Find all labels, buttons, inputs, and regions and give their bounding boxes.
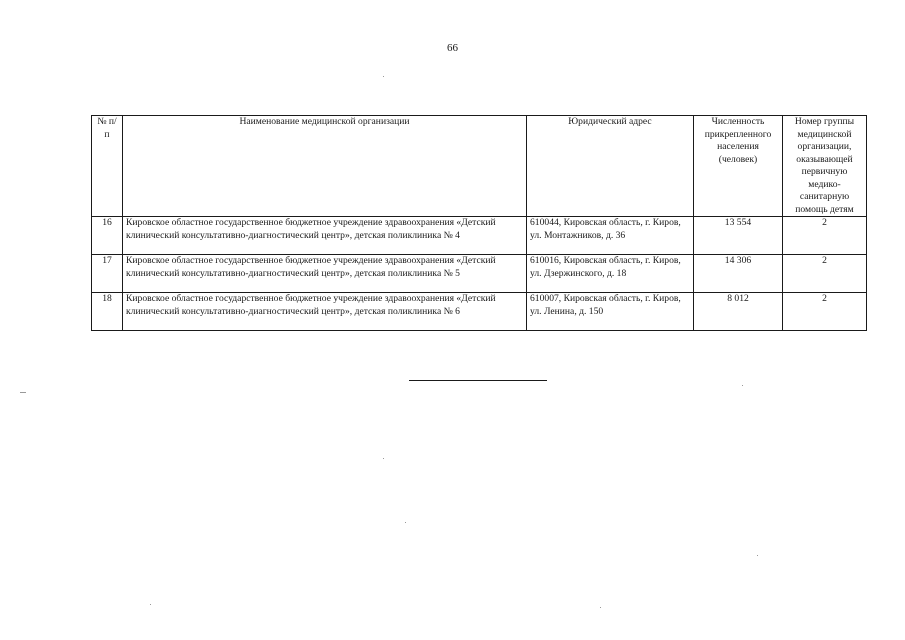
cell-population: 8 012 [694, 293, 783, 331]
table-row [92, 255, 867, 293]
cell-group: 2 [783, 217, 867, 255]
header-population: Численность прикрепленного населения (человек) [694, 116, 783, 217]
cell-num: 17 [92, 255, 123, 293]
cell-group: 2 [783, 293, 867, 331]
scan-speck [742, 385, 743, 386]
scan-speck [383, 458, 384, 459]
cell-num: 16 [92, 217, 123, 255]
scan-speck [383, 76, 384, 77]
cell-name: Кировское областное государственное бюджетное учреждение здравоохранения «Детский клинический консультативно-диагностический центр», детская поликлиника № 5 [123, 255, 527, 293]
page-number: 66 [447, 42, 458, 54]
table-row [92, 217, 867, 255]
scan-speck [150, 604, 151, 605]
scan-speck [405, 522, 406, 523]
scan-speck [757, 555, 758, 556]
medical-organizations-table [91, 115, 867, 331]
header-address: Юридический адрес [527, 116, 694, 217]
header-group: Номер группы медицинской организации, оказывающей первичную медико-санитарную помощь детям [783, 116, 867, 217]
cell-name: Кировское областное государственное бюджетное учреждение здравоохранения «Детский клинический консультативно-диагностический центр», детская поликлиника № 4 [123, 217, 527, 255]
cell-address: 610007, Кировская область, г. Киров, ул. Ленина, д. 150 [527, 293, 694, 331]
cell-population: 14 306 [694, 255, 783, 293]
cell-address: 610016, Кировская область, г. Киров, ул. Дзержинского, д. 18 [527, 255, 694, 293]
cell-name: Кировское областное государственное бюджетное учреждение здравоохранения «Детский клинический консультативно-диагностический центр», детская поликлиника № 6 [123, 293, 527, 331]
scan-speck [20, 392, 26, 393]
cell-group: 2 [783, 255, 867, 293]
header-num: № п/п [92, 116, 123, 217]
cell-population: 13 554 [694, 217, 783, 255]
cell-num: 18 [92, 293, 123, 331]
header-name: Наименование медицинской организации [123, 116, 527, 217]
end-of-table-line [409, 380, 547, 381]
table-row [92, 293, 867, 331]
scan-speck [600, 607, 601, 608]
cell-address: 610044, Кировская область, г. Киров, ул. Монтажников, д. 36 [527, 217, 694, 255]
table-header-row [92, 116, 867, 217]
